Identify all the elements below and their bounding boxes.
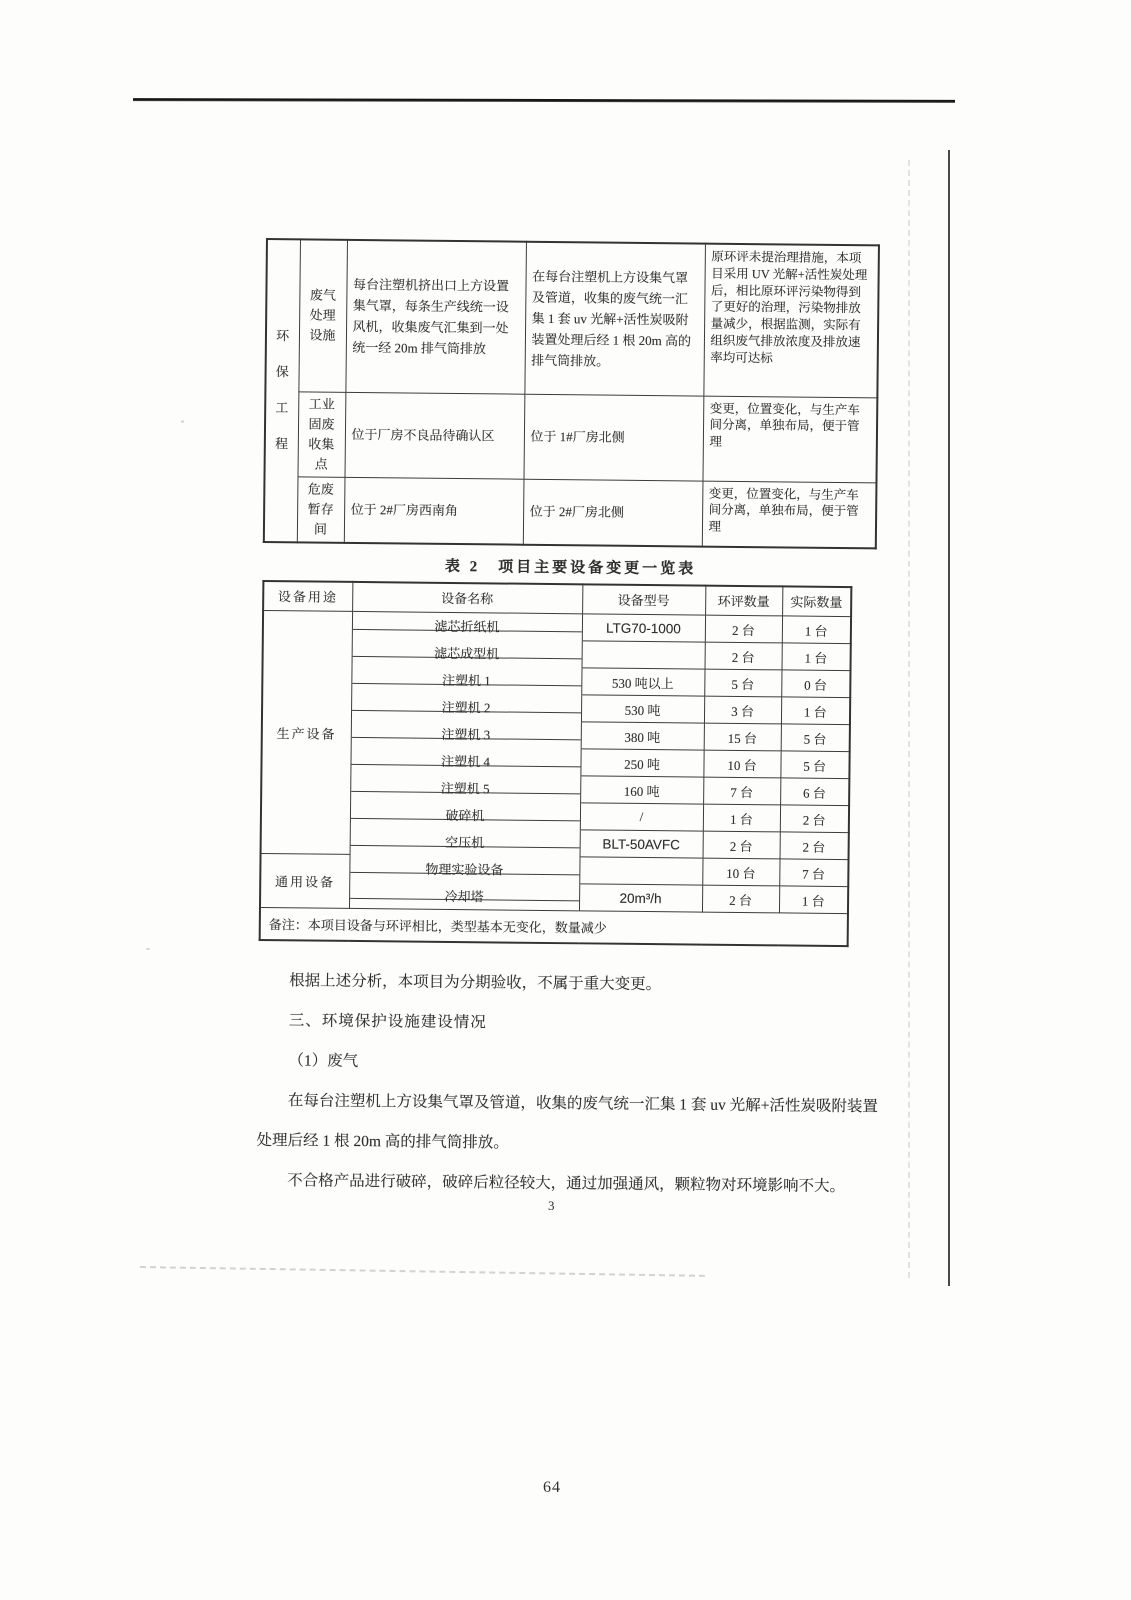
cell-equipment-model: 530 吨以上 [581, 668, 704, 696]
cell-actual-quantity: 5 台 [780, 751, 849, 779]
equipment-change-table [259, 579, 853, 946]
table-note-row [260, 907, 848, 945]
cell-original-plan: 每台注塑机挤出口上方设置集气罩，每条生产线统一设风机，收集废气汇集到一处统一经 20m 排气筒排放 [345, 240, 526, 394]
sub-heading: （1）废气 [288, 1051, 359, 1070]
col-header-eia-quantity: 环评数量 [705, 585, 782, 616]
page-top-rule [133, 98, 955, 103]
cell-equipment-name: 滤芯折纸机 [352, 611, 582, 640]
paragraph-crushing: 不合格产品进行破碎，破碎后粒径较大，通过加强通风，颗粒物对环境影响不大。 [287, 1171, 846, 1195]
env-facility-change-table [263, 238, 880, 549]
cell-equipment-name: 注塑机 3 [351, 719, 581, 748]
col-header-equipment-model: 设备型号 [582, 584, 705, 615]
page-content [256, 238, 882, 1207]
cell-actual-quantity: 2 台 [780, 832, 849, 860]
cell-equipment-name: 空压机 [350, 827, 580, 856]
cell-remark: 原环评未提治理措施，本项目采用 UV 光解+活性炭处理后，相比原环评污染物得到了更好的治理，污染物排放量减少，根据监测，实际有组织废气排放浓度及排放速率均可达标 [703, 244, 879, 398]
scan-speck [146, 948, 150, 950]
col-header-equipment-name: 设备名称 [352, 581, 582, 613]
cell-equipment-name: 注塑机 4 [350, 746, 580, 775]
col-header-equipment-use: 设备用途 [263, 580, 352, 611]
cell-eia-quantity: 5 台 [704, 669, 781, 697]
cell-actual-quantity: 2 台 [780, 805, 849, 833]
cell-eia-quantity: 1 台 [703, 804, 780, 832]
cell-eia-quantity: 3 台 [704, 696, 781, 724]
cell-group-label [264, 239, 300, 542]
table-row [265, 391, 878, 482]
cell-equipment-name: 破碎机 [350, 800, 580, 829]
cell-actual-quantity: 1 台 [779, 886, 848, 914]
table-row [265, 239, 879, 397]
cell-remark: 变更，位置变化，与生产车间分离，单独布局，便于管理 [702, 396, 877, 483]
cell-row-label: 危废暂存间 [297, 476, 345, 542]
cell-actual-quantity: 5 台 [781, 724, 850, 752]
cell-equipment-model: LTG70-1000 [582, 614, 705, 642]
paragraph-waste-gas: 在每台注塑机上方设集气罩及管道，收集的废气统一汇集 1 套 uv 光解+活性炭吸附装置处理后经 1 根 20m 高的排气筒排放。 [256, 1091, 879, 1152]
inner-page-number: 3 [548, 1198, 555, 1213]
body-text [256, 960, 890, 1207]
cell-equipment-model [579, 857, 702, 885]
col-header-actual-quantity: 实际数量 [782, 586, 851, 617]
cell-equipment-use: 生产设备 [261, 610, 353, 854]
scan-right-edge-line [948, 150, 950, 1286]
cell-actual-build: 在每台注塑机上方设集气罩及管道，收集的废气统一汇集 1 套 uv 光解+活性炭吸附装置处理后经 1 根 20m 高的排气筒排放。 [524, 242, 705, 396]
cell-eia-quantity: 10 台 [703, 750, 780, 778]
cell-equipment-name: 注塑机 2 [351, 692, 581, 721]
cell-equipment-model: BLT-50AVFC [580, 830, 703, 858]
outer-page-number: 64 [543, 1479, 561, 1496]
section-heading: 三、环境保护设施建设情况 [288, 1011, 487, 1031]
cell-eia-quantity: 15 台 [704, 723, 781, 751]
cell-actual-quantity: 1 台 [782, 616, 851, 644]
cell-actual-build: 位于 1#厂房北侧 [523, 394, 703, 481]
cell-equipment-model: / [580, 803, 703, 831]
scan-right-fold-line [908, 160, 910, 1278]
cell-equipment-name: 冷却塔 [349, 881, 579, 910]
table2-caption: 表 2 项目主要设备变更一览表 [444, 558, 697, 578]
cell-actual-quantity: 0 台 [781, 670, 850, 698]
cell-actual-quantity: 1 台 [782, 643, 851, 671]
scan-speck [181, 420, 184, 423]
cell-equipment-model: 20m³/h [579, 884, 702, 912]
cell-remark: 变更，位置变化，与生产车间分离，单独布局，便于管理 [702, 481, 877, 548]
cell-eia-quantity: 2 台 [705, 642, 782, 670]
cell-eia-quantity: 7 台 [703, 777, 780, 805]
cell-equipment-model [582, 641, 705, 669]
cell-equipment-model: 250 吨 [580, 749, 703, 777]
table-note: 备注：本项目设备与环评相比，类型基本无变化，数量减少 [260, 907, 848, 945]
cell-row-label: 废气处理设施 [298, 239, 347, 391]
cell-equipment-model: 380 吨 [581, 722, 704, 750]
cell-actual-quantity: 6 台 [780, 778, 849, 806]
scan-bottom-crease-line [140, 1266, 705, 1277]
cell-original-plan: 位于厂房不良品待确认区 [345, 392, 525, 479]
cell-eia-quantity: 2 台 [705, 615, 782, 643]
cell-equipment-name: 注塑机 5 [350, 773, 580, 802]
cell-equipment-use: 通用设备 [260, 853, 350, 908]
table-row [264, 476, 877, 548]
cell-actual-quantity: 1 台 [781, 697, 850, 725]
cell-equipment-model: 160 吨 [580, 776, 703, 804]
cell-actual-build: 位于 2#厂房北侧 [523, 479, 703, 546]
paragraph-analysis: 根据上述分析，本项目为分期验收，不属于重大变更。 [289, 971, 662, 993]
cell-eia-quantity: 10 台 [702, 858, 779, 886]
cell-row-label: 工业固废收集点 [298, 391, 346, 476]
cell-equipment-name: 物理实验设备 [349, 854, 579, 883]
cell-equipment-name: 滤芯成型机 [352, 638, 582, 667]
cell-eia-quantity: 2 台 [702, 885, 779, 913]
cell-equipment-model: 530 吨 [581, 695, 704, 723]
group-label-text: 环保工程 [275, 328, 290, 452]
cell-equipment-name: 注塑机 1 [351, 665, 581, 694]
cell-actual-quantity: 7 台 [779, 859, 848, 887]
cell-original-plan: 位于 2#厂房西南角 [344, 477, 524, 544]
cell-eia-quantity: 2 台 [703, 831, 780, 859]
